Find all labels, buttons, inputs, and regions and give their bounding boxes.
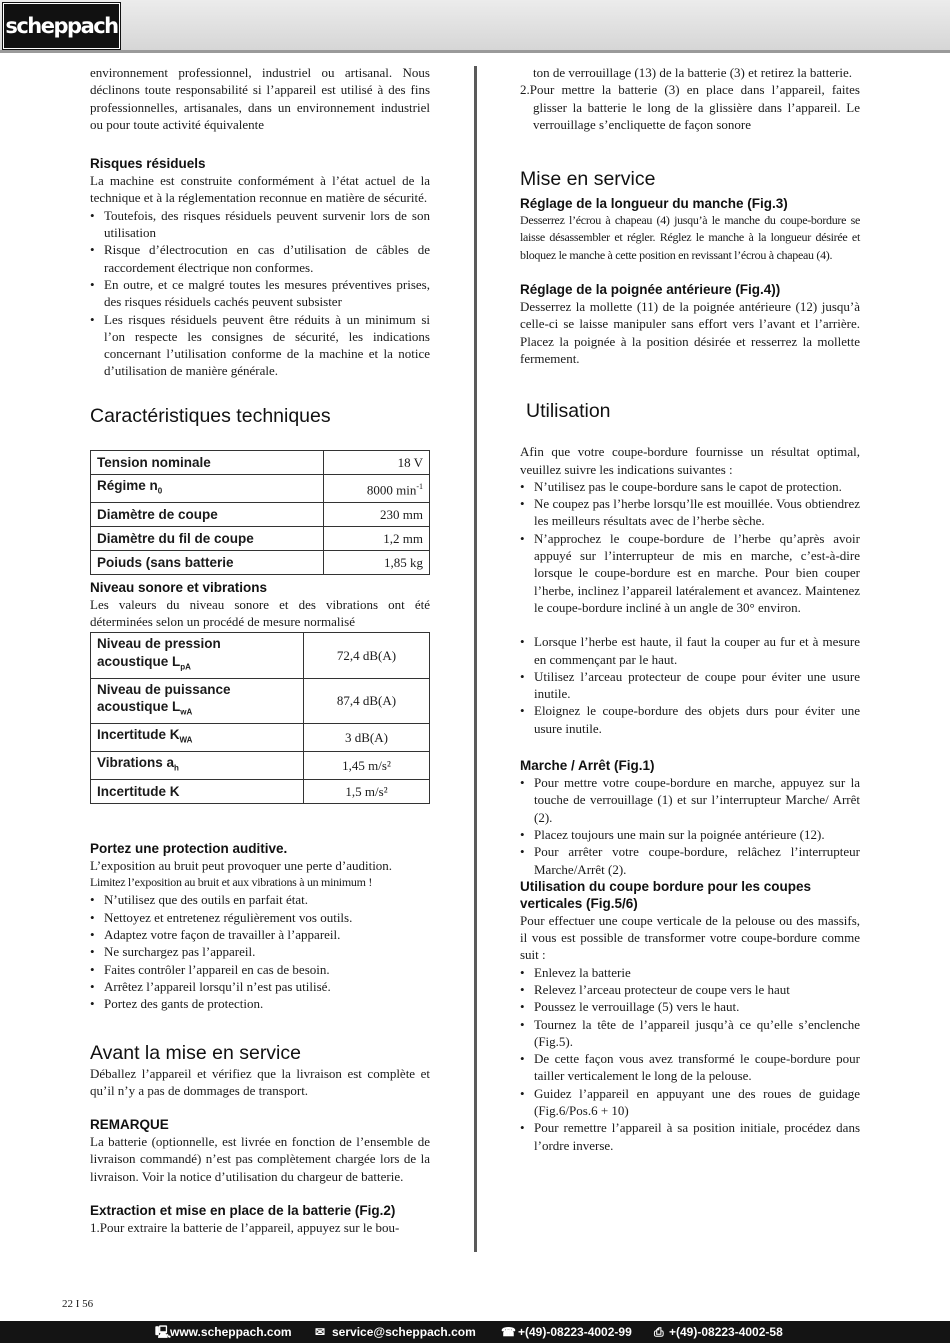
noise-label: Incertitude K (91, 779, 304, 803)
noise-value: 72,4 dB(A) (304, 633, 430, 678)
spec-label: Diamètre du fil de coupe (91, 526, 324, 550)
list-item: • De cette façon vous avez transformé le coupe-bordure pour tailler verticalement le long de la pelouse. (520, 1050, 860, 1085)
noise-value: 1,5 m/s² (304, 779, 430, 803)
left-column (90, 64, 430, 1236)
remarque-heading: REMARQUE (90, 1117, 169, 1133)
noise-label: Niveau de pression acoustique $L_{pA}$ (91, 633, 304, 678)
list-item: • Placez toujours une main sur la poignée antérieure (12). (520, 826, 860, 843)
coupe-verticale-paragraph: Pour effectuer une coupe verticale de la pelouse ou des massifs, il vous est possible de transformer votre coupe-bordure comme suit : (520, 912, 860, 963)
list-item: • Portez des gants de protection. (90, 995, 430, 1012)
table-row (91, 474, 430, 502)
list-item: • Guidez l’appareil en appuyant une des roues de guidage (Fig.6/Pos.6 + 10) (520, 1085, 860, 1120)
noise-label: Vibrations $a_h$ (91, 751, 304, 779)
coupe-verticale-heading: Utilisation du coupe bordure pour les coupes verticales (Fig.5/6) (520, 878, 812, 911)
list-item: • N’utilisez pas le coupe-bordure sans le capot de protection. (520, 478, 860, 495)
list-item: • Tournez la tête de l’appareil jusqu’à ce qu’elle s’enclenche (Fig.5). (520, 1016, 860, 1051)
list-item: • Enlevez la batterie (520, 964, 860, 981)
telephone-icon: ☎ (501, 1325, 516, 1339)
list-item: • Faites contrôler l’appareil en cas de besoin. (90, 961, 430, 978)
utilisation-list-2 (520, 633, 860, 737)
list-item: • Pour remettre l’appareil à sa position initiale, procédez dans l’ordre inverse. (520, 1119, 860, 1154)
avant-heading: Avant la mise en service (90, 1041, 301, 1064)
table-row (91, 550, 430, 574)
marche-arret-heading: Marche / Arrêt (Fig.1) (520, 758, 655, 774)
spec-label: Poiuds (sans batterie (91, 550, 324, 574)
page-footer (0, 1321, 950, 1343)
risques-paragraph: La machine est construite conformément à l’état actuel de la technique et à la réglementation reconnue en matière de sécurité. (90, 173, 430, 206)
utilisation-list (520, 478, 860, 616)
reglage-manche-heading: Réglage de la longueur du manche (Fig.3) (520, 196, 788, 212)
spec-value: 1,2 mm (324, 526, 430, 550)
list-item: • Eloignez le coupe-bordure des objets durs pour éviter une usure inutile. (520, 702, 860, 737)
list-item: • Les risques résiduels peuvent être réduits à un minimum si l’on respecte les consignes de sécurité, les indications concernant l’utilisation conforme de la machine et la notice d’utilisation de manière générale. (90, 311, 430, 380)
niveau-paragraph: Les valeurs du niveau sonore et des vibrations ont été déterminées selon un procédé de mesure normalisé (90, 596, 430, 630)
spec-label: Régime $n_0$ (91, 474, 324, 502)
fax-icon: ⎙ (654, 1325, 664, 1339)
list-item: • Pour arrêter votre coupe-bordure, relâchez l’interrupteur Marche/Arrêt (2). (520, 843, 860, 878)
table-row (91, 450, 430, 474)
footer-fax: +(49)-08223-4002-58 (669, 1325, 783, 1339)
extraction-paragraph: 1.Pour extraire la batterie de l’appareil, appuyez sur le bou- (90, 1220, 400, 1236)
protection-list (90, 891, 430, 1012)
spec-value: 230 mm (324, 502, 430, 526)
extraction-heading: Extraction et mise en place de la batterie (Fig.2) (90, 1203, 396, 1219)
protection-heading: Portez une protection auditive. (90, 840, 288, 856)
marche-arret-list (520, 774, 860, 878)
list-item: • Relevez l’arceau protecteur de coupe vers le haut (520, 981, 860, 998)
page-header (0, 0, 950, 53)
list-item: • N’approchez le coupe-bordure de l’herbe qu’après avoir appuyé sur l’interrupteur de mis en marche, c’est-à-dire lorsque le coupe-bordure est en marche. Pour bien couper l’herbe, inclinez l’appareil latéralement et avancez. Maintenez le coupe-bordure incliné à un angle de 30° environ. (520, 530, 860, 616)
list-item: • Pour mettre votre coupe-bordure en marche, appuyez sur la touche de verrouillage (1) et sur l’interrupteur Marche/ Arrêt (2). (520, 774, 860, 826)
footer-phone: +(49)-08223-4002-99 (518, 1325, 632, 1339)
noise-value: 87,4 dB(A) (304, 678, 430, 723)
risques-heading: Risques résiduels (90, 156, 206, 172)
table-row (91, 779, 430, 803)
table-row (91, 723, 430, 751)
table-row (91, 502, 430, 526)
avant-paragraph: Déballez l’appareil et vérifiez que la livraison est complète et qu’il n’y a pas de dommages de transport. (90, 1065, 430, 1098)
noise-label: Incertitude $K_{WA}$ (91, 723, 304, 751)
column-divider (474, 66, 477, 1252)
spec-value: 8000 $\min^{-1}$ (324, 474, 430, 502)
battery-step-2: 2.Pour mettre la batterie (3) en place dans l’appareil, faites glisser la batterie le long de la glissière dans l’appareil. Le verrouillage s’encliquette de façon sonore (520, 82, 860, 132)
list-item: • Utilisez l’arceau protecteur de coupe pour éviter une usure inutile. (520, 668, 860, 703)
utilisation-heading: Utilisation (526, 400, 611, 423)
table-row (91, 633, 430, 678)
list-item: • En outre, et ce malgré toutes les mesures préventives prises, des risques résiduels cachés peuvent subsister (90, 276, 430, 311)
table-row (91, 526, 430, 550)
footer-website[interactable]: www.scheppach.com (170, 1325, 292, 1339)
spec-label: Diamètre de coupe (91, 502, 324, 526)
protection-paragraph: L’exposition au bruit peut provoquer une perte d’audition. (90, 857, 393, 873)
envelope-icon: ✉ (315, 1325, 326, 1339)
noise-value: 1,45 m/s² (304, 751, 430, 779)
remarque-paragraph: La batterie (optionnelle, est livrée en fonction de l’ensemble de livraison commandé) n’est pas complètement chargée lors de la livraison. Voir la notice d’utilisation du chargeur de batterie. (90, 1134, 430, 1184)
list-item: • Toutefois, des risques résiduels peuvent survenir lors de son utilisation (90, 207, 430, 242)
list-item: • N’utilisez que des outils en parfait état. (90, 891, 430, 908)
list-item: • Arrêtez l’appareil lorsqu’il n’est pas utilisé. (90, 978, 430, 995)
reglage-poignee-paragraph: Desserrez la mollette (11) de la poignée antérieure (12) jusqu’à celle-ci se laisse manipuler sans effort vers l’avant et l’arrière. Placez la poignée à la position désirée et resserrez la mollette fermement. (520, 299, 860, 366)
risques-list (90, 207, 430, 380)
list-item: • Poussez le verrouillage (5) vers le haut. (520, 998, 860, 1015)
noise-table (90, 632, 430, 804)
battery-continued: ton de verrouillage (13) de la batterie (3) et retirez la batterie. (533, 65, 853, 80)
list-item: • Lorsque l’herbe est haute, il faut la couper au fur et à mesure en commençant par le haut. (520, 633, 860, 668)
footer-email[interactable]: service@scheppach.com (332, 1325, 476, 1339)
caracteristiques-heading: Caractéristiques techniques (90, 404, 331, 427)
noise-label: Niveau de puissance acoustique $L_{wA}$ (91, 678, 304, 723)
protection-paragraph-2: Limitez l’exposition au bruit et aux vibrations à un minimum ! (90, 875, 373, 890)
reglage-poignee-heading: Réglage de la poignée antérieure (Fig.4)) (520, 282, 781, 298)
computer-icon: 🖳 (155, 1325, 172, 1339)
niveau-heading: Niveau sonore et vibrations (90, 579, 268, 595)
noise-value: 3 dB(A) (304, 723, 430, 751)
spec-label: Tension nominale (91, 450, 324, 474)
page-number: 22 I 56 (62, 1298, 94, 1310)
reglage-manche-paragraph: Desserrez l’écrou à chapeau (4) jusqu’à le manche du coupe-bordure se laisse désassembler et régler. Réglez le manche à la longueur désirée et bloquez le manche à cette position en revissant l’écrou à chapeau (4). (520, 213, 860, 262)
list-item: • Ne surchargez pas l’appareil. (90, 943, 430, 960)
intro-paragraph: environnement professionnel, industriel ou artisanal. Nous déclinons toute responsabilité si l’appareil est utilisé à des fins professionnelles, artisanales, dans un environnement industriel ou pour toute activité équivalente (90, 65, 430, 132)
list-item: • Adaptez votre façon de travailler à l’appareil. (90, 926, 430, 943)
spec-value: 1,85 kg (324, 550, 430, 574)
table-row (91, 751, 430, 779)
list-item: • Risque d’électrocution en cas d’utilisation de câbles de raccordement électrique non conformes. (90, 241, 430, 276)
coupe-verticale-list (520, 964, 860, 1154)
list-item: • Ne coupez pas l’herbe lorsqu’lle est mouillée. Vous obtiendrez les meilleurs résultats avec de l’herbe sèche. (520, 495, 860, 530)
list-item: • Nettoyez et entretenez régulièrement vos outils. (90, 909, 430, 926)
mise-en-service-heading: Mise en service (520, 168, 656, 191)
spec-value: 18 V (324, 450, 430, 474)
spec-table (90, 450, 430, 575)
right-column (520, 64, 860, 1154)
utilisation-paragraph: Afin que votre coupe-bordure fournisse un résultat optimal, veuillez suivre les indications suivantes : (520, 444, 860, 477)
scheppach-logo: scheppach (3, 3, 120, 49)
table-row (91, 678, 430, 723)
